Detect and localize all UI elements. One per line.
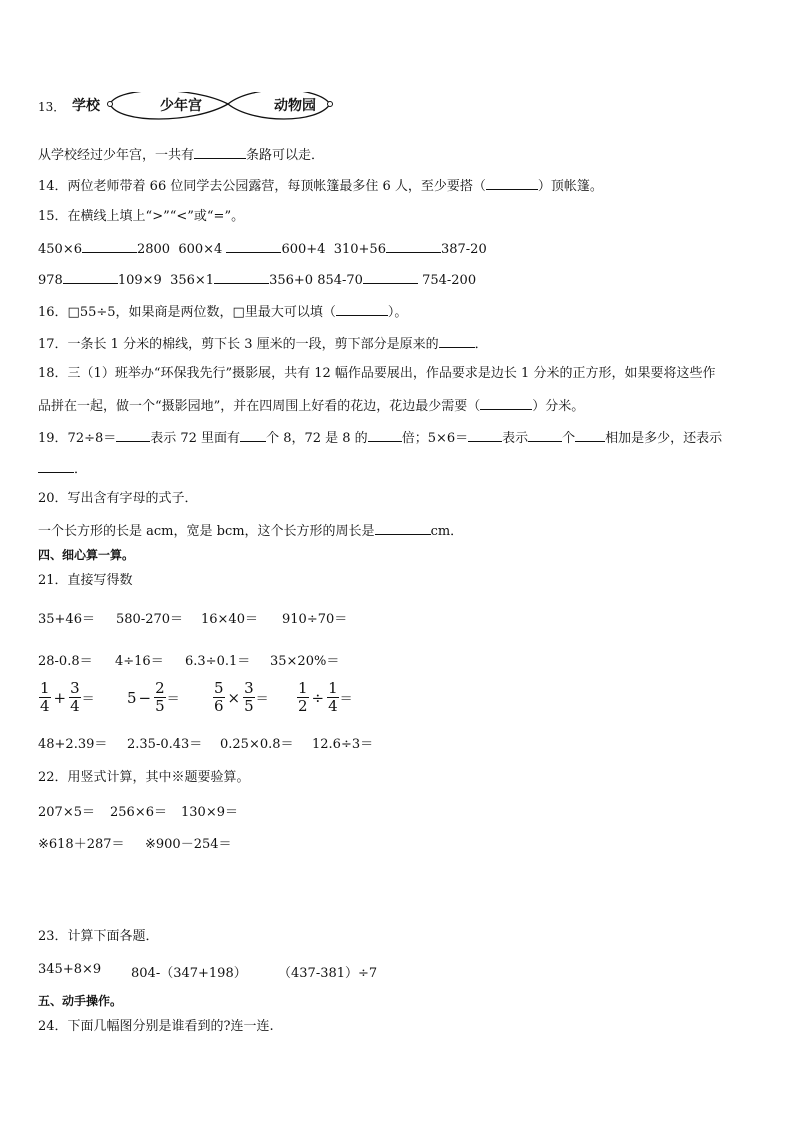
- question-13-diagram: [38, 92, 358, 132]
- answer-blank[interactable]: [575, 428, 605, 442]
- question-13-text: 从学校经过少年宫，一共有 条路可以走．: [38, 145, 324, 165]
- answer-blank[interactable]: [240, 428, 266, 442]
- label-school: 学校: [72, 98, 100, 114]
- answer-blank[interactable]: [480, 396, 532, 410]
- answer-blank[interactable]: [375, 521, 431, 535]
- fraction-expression-1: 1 4 + $\frac{3}{4}$ ＝: [40, 679, 95, 715]
- question-20-title: 20．写出含有字母的式子．: [38, 491, 198, 506]
- answer-blank[interactable]: [439, 334, 475, 348]
- question-15-title: 15．在横线上填上“>”“<”或“=”。: [38, 209, 245, 224]
- question-23-title: 23．计算下面各题．: [38, 929, 159, 944]
- question-17: 17．一条长 1 分米的棉线，剪下长 3 厘米的一段，剪下部分是原来的 ．: [38, 334, 488, 354]
- answer-blank[interactable]: [336, 302, 388, 316]
- answer-blank[interactable]: [468, 428, 502, 442]
- question-number: 13．: [38, 100, 66, 114]
- question-19-line-2: ．: [38, 459, 87, 479]
- fraction-expression-4: $\frac{1}{2}$ ÷ $\frac{1}{4}$ ＝: [298, 679, 353, 715]
- answer-blank[interactable]: [82, 239, 137, 253]
- question-15-row-2: 978 109×9 356×1 356+0 854-70 754-200: [38, 270, 476, 290]
- answer-blank[interactable]: [363, 270, 418, 284]
- section-heading-4: 四、细心算一算。: [38, 548, 135, 562]
- section-heading-5: 五、动手操作。: [38, 994, 123, 1008]
- question-22-title: 22．用竖式计算，其中※题要验算。: [38, 770, 250, 785]
- answer-blank[interactable]: [486, 176, 538, 190]
- question-18-line-2: 品拼在一起，做一个“摄影园地”，并在四周围上好看的花边，花边最少需要（ ）分米。: [38, 396, 584, 416]
- question-24: 24．下面几幅图分别是谁看到的?连一连.: [38, 1019, 274, 1034]
- answer-blank[interactable]: [116, 428, 150, 442]
- answer-blank[interactable]: [368, 428, 402, 442]
- question-14: 14．两位老师带着 66 位同学去公园露营，每顶帐篷最多住 6 人，至少要搭（ ）顶帐篷。: [38, 176, 603, 196]
- fraction-expression-3: $\frac{5}{6}$ × $\frac{3}{5}$ ＝: [214, 679, 269, 715]
- answer-blank[interactable]: [194, 145, 246, 159]
- answer-blank[interactable]: [528, 428, 562, 442]
- answer-blank[interactable]: [386, 239, 441, 253]
- question-20: 一个长方形的长是 acm，宽是 bcm，这个长方形的周长是 cm．: [38, 521, 463, 541]
- question-15-row-1: 450×6 2800 600×4 600+4 310+56 387-20: [38, 239, 487, 259]
- answer-blank[interactable]: [38, 459, 74, 473]
- question-18-line-1: 18．三（1）班举办“环保我先行”摄影展，共有 12 幅作品要展出，作品要求是边长 1 分米的正方形，如果要将这些作: [38, 366, 716, 381]
- question-16: 16．□55÷5，如果商是两位数，□里最大可以填（ ）。: [38, 302, 407, 322]
- label-youth-palace: 少年宫: [160, 98, 202, 114]
- label-zoo: 动物园: [274, 98, 316, 114]
- answer-blank[interactable]: [214, 270, 269, 284]
- question-21-title: 21．直接写得数: [38, 573, 133, 588]
- answer-blank[interactable]: [63, 270, 118, 284]
- answer-blank[interactable]: [226, 239, 281, 253]
- question-19-line-1: 19．72÷8＝ 表示 72 里面有 个 8，72 是 8 的 倍；5×6＝ 表示 个 相加是多少，还表示: [38, 428, 722, 448]
- fraction-expression-2: 5 − $\frac{2}{5}$ ＝: [127, 679, 180, 715]
